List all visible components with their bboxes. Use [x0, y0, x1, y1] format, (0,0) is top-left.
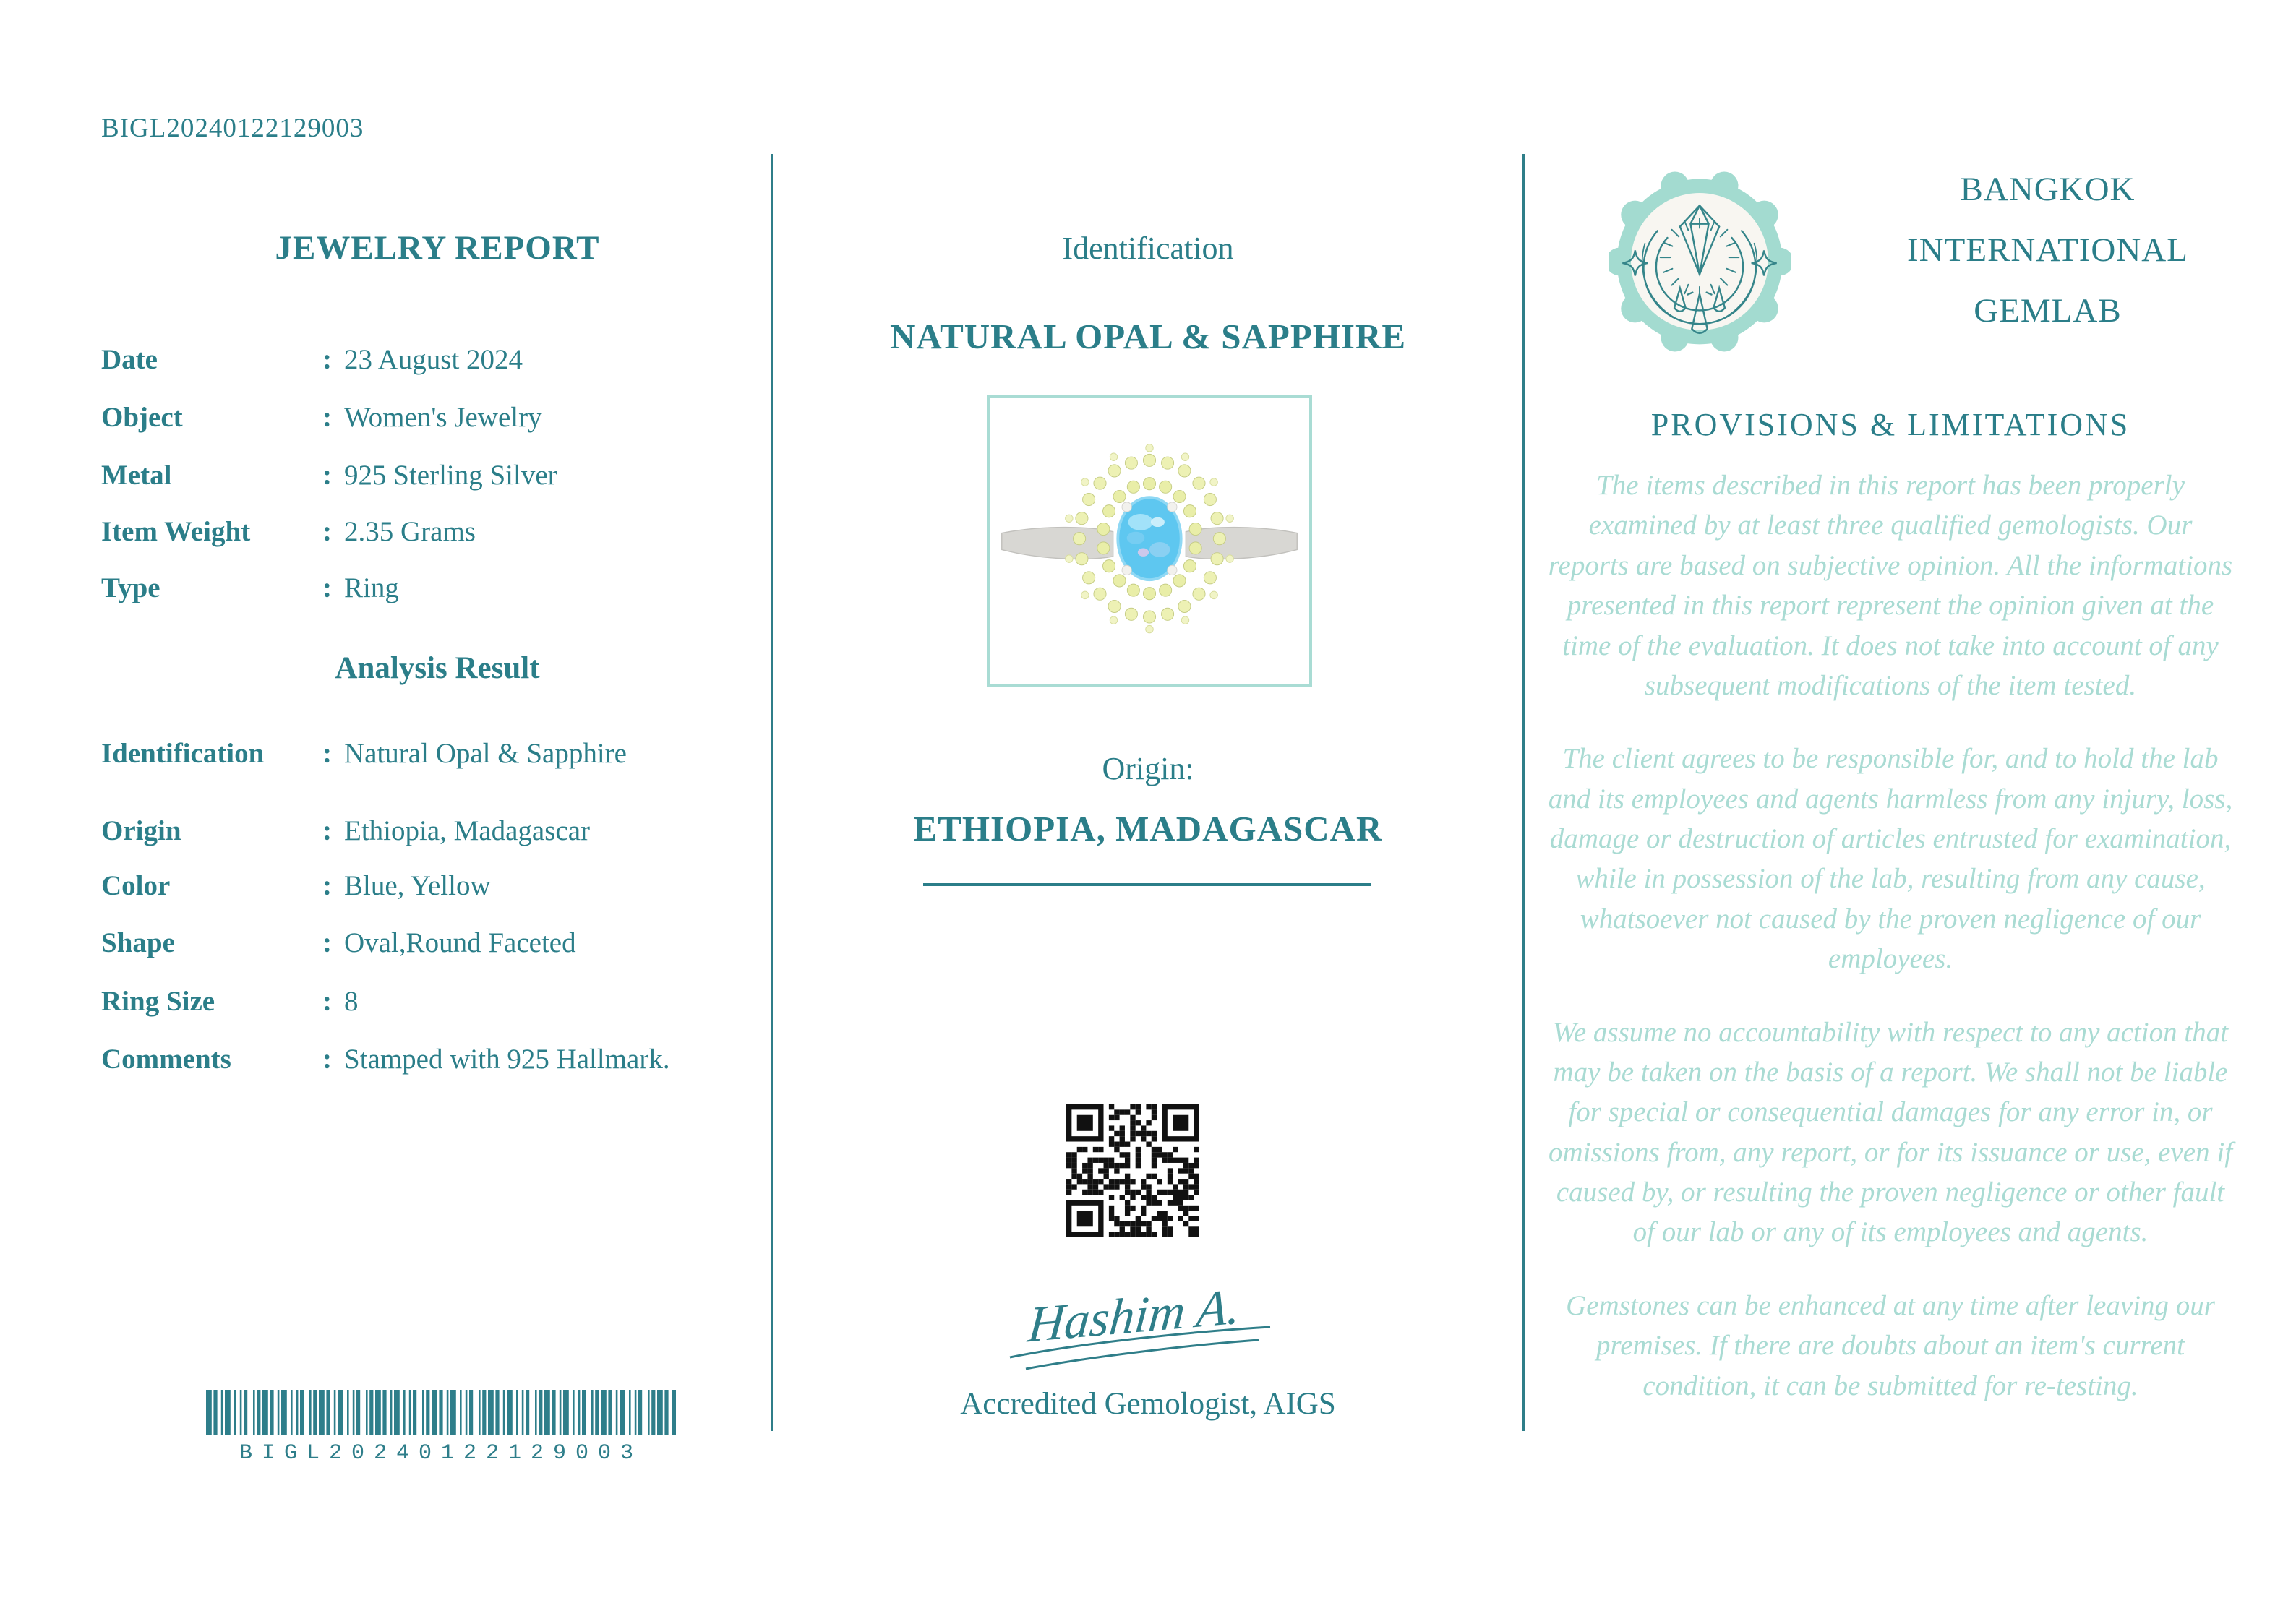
field-colon: :	[322, 815, 332, 846]
field-label: Ring Size	[101, 986, 215, 1017]
opal-highlight	[1128, 514, 1153, 530]
field-row	[101, 402, 755, 434]
prong	[1168, 565, 1177, 575]
prong	[1168, 502, 1177, 512]
field-value: Ring	[344, 572, 399, 603]
field-value: Oval,Round Faceted	[344, 927, 576, 958]
qr-code-icon	[1066, 1104, 1199, 1237]
analysis-result-title: Analysis Result	[335, 651, 540, 685]
opal-pink-flash	[1138, 549, 1149, 557]
gemlab-logo-icon	[1609, 171, 1791, 353]
lab-name-line: GEMLAB	[1974, 292, 2122, 330]
field-row	[101, 460, 755, 492]
field-row	[101, 815, 755, 848]
identification-heading: Identification	[1062, 231, 1234, 266]
provision-paragraph: The client agrees to be responsible for, and to hold the lab and its employees and agents harmless from any injury, loss, damage or destruction of articles entrusted for examination, while in possession of the lab, resulting from any cause, whatsoever not caused by the proven negligence of our employees.	[1548, 743, 2233, 975]
field-value: Ethiopia, Madagascar	[344, 815, 591, 846]
field-value: Blue, Yellow	[344, 870, 491, 901]
field-colon: :	[322, 870, 332, 901]
provision-paragraph: Gemstones can be enhanced at any time after leaving our premises. If there are doubts about an item's current condition, it can be submitted for re-testing.	[1566, 1289, 2215, 1401]
barcode-text: BIGL20240122129003	[239, 1441, 643, 1466]
field-row	[101, 572, 755, 605]
field-label: Origin	[101, 815, 181, 846]
field-value: Women's Jewelry	[344, 402, 542, 433]
field-row	[101, 927, 755, 960]
field-colon: :	[322, 516, 332, 547]
ring-band-left	[1002, 528, 1113, 559]
field-value: Natural Opal & Sapphire	[344, 738, 627, 769]
field-label: Item Weight	[101, 516, 251, 547]
field-label: Date	[101, 344, 158, 375]
field-row	[101, 986, 755, 1018]
field-label: Type	[101, 572, 160, 603]
opal-flash	[1151, 517, 1165, 527]
field-row	[101, 344, 755, 377]
barcode-bars-icon	[206, 1390, 676, 1435]
field-label: Shape	[101, 927, 175, 958]
barcode	[206, 1390, 676, 1466]
field-value: 2.35 Grams	[344, 516, 476, 547]
field-row	[101, 738, 755, 770]
field-colon: :	[322, 572, 332, 603]
report-title: JEWELRY REPORT	[275, 229, 600, 267]
opal-facet	[1149, 542, 1170, 557]
jewelry-photo-frame	[987, 395, 1312, 687]
field-row	[101, 870, 755, 903]
identification-value: NATURAL OPAL & SAPPHIRE	[889, 317, 1407, 356]
signature-text: Hashim A.	[1026, 1278, 1243, 1354]
lab-name	[1851, 159, 2245, 341]
field-label: Color	[101, 870, 171, 901]
field-row	[101, 516, 755, 549]
field-value: 925 Sterling Silver	[344, 460, 557, 491]
field-label: Identification	[101, 738, 265, 769]
field-value: 23 August 2024	[344, 344, 523, 375]
field-label: Metal	[101, 460, 172, 491]
ring-photo	[994, 404, 1305, 679]
field-colon: :	[322, 402, 332, 433]
provision-paragraph: The items described in this report has been properly examined by at least three qualified gemologists. Our reports are based on subjective opinion. All the informations presented in this report represent the opinion given at the time of the evaluation. It does not take into account of any subsequent modifications of the item tested.	[1548, 470, 2233, 701]
field-colon: :	[322, 738, 332, 769]
prong	[1122, 502, 1131, 512]
prong	[1122, 565, 1131, 575]
provisions-paragraphs	[1547, 465, 2234, 1406]
field-label: Object	[101, 402, 183, 433]
field-colon: :	[322, 344, 332, 375]
field-colon: :	[322, 986, 332, 1017]
gemologist-signature	[1001, 1259, 1290, 1389]
ring-band-right	[1186, 528, 1297, 559]
origin-heading: Origin:	[1102, 751, 1194, 786]
field-colon: :	[322, 1044, 332, 1075]
origin-underline	[923, 883, 1371, 886]
lab-name-line: BANGKOK	[1960, 171, 2136, 208]
field-row	[101, 1044, 755, 1076]
panel-divider-left	[771, 154, 773, 1431]
field-value: Stamped with 925 Hallmark.	[344, 1044, 670, 1075]
field-label: Comments	[101, 1044, 231, 1075]
accredited-gemologist-line: Accredited Gemologist, AIGS	[960, 1387, 1336, 1421]
field-value: 8	[344, 986, 359, 1017]
field-colon: :	[322, 927, 332, 958]
report-number: BIGL20240122129003	[101, 113, 364, 143]
field-colon: :	[322, 460, 332, 491]
lab-name-line: INTERNATIONAL	[1907, 231, 2188, 269]
panel-divider-right	[1522, 154, 1525, 1431]
origin-value: ETHIOPIA, MADAGASCAR	[913, 809, 1383, 848]
provisions-title: PROVISIONS & LIMITATIONS	[1650, 407, 2130, 442]
provision-paragraph: We assume no accountability with respect to any action that may be taken on the basis of a report. We shall not be liable for special or consequential damages for any error in, or omissions from, any report, or for its issuance or use, even if caused by, or resulting the proven negligence or other fault of our lab or any of its employees and agents.	[1548, 1016, 2233, 1248]
opal-facet-2	[1127, 532, 1145, 544]
